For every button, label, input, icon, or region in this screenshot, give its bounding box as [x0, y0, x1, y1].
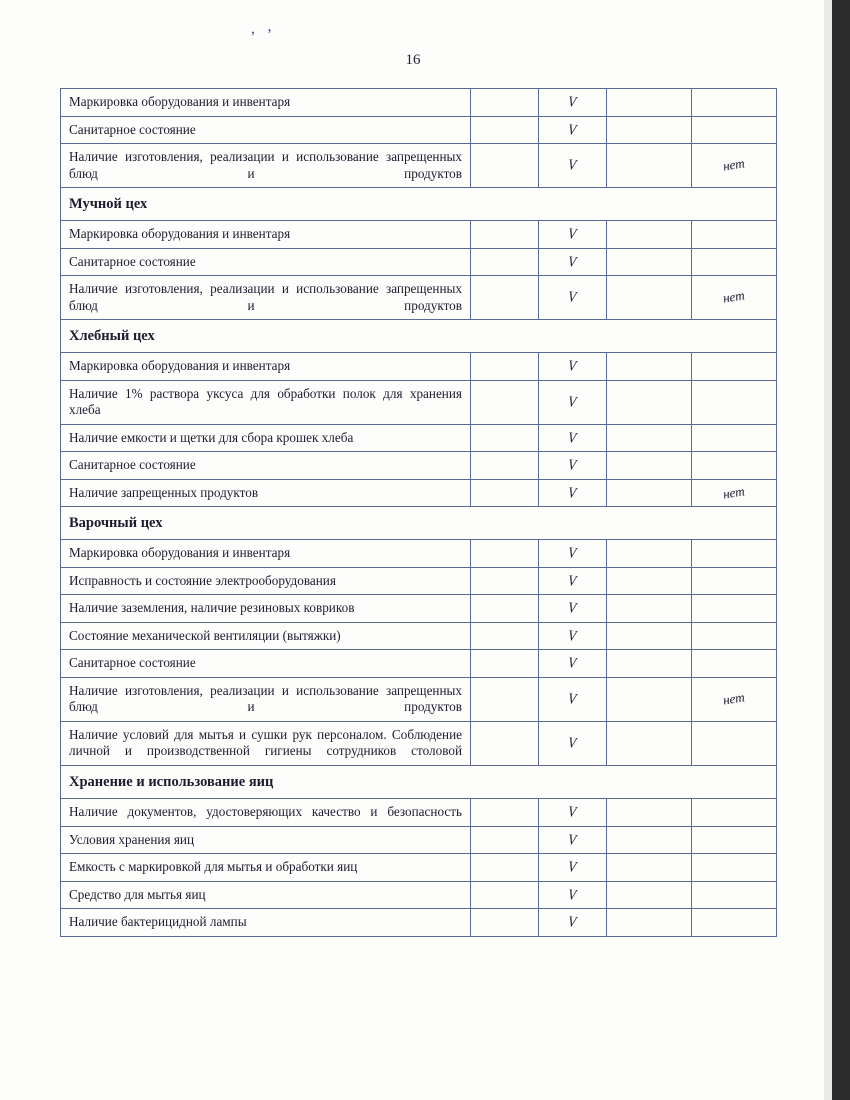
result-cell-check[interactable] — [539, 540, 607, 568]
note-cell[interactable] — [692, 799, 777, 827]
result-cell-empty[interactable] — [471, 595, 539, 623]
table-row — [61, 650, 777, 678]
result-cell-empty[interactable] — [471, 479, 539, 507]
table-row — [61, 622, 777, 650]
result-cell-check[interactable] — [539, 144, 607, 188]
result-cell-check[interactable] — [539, 89, 607, 117]
table-row — [61, 595, 777, 623]
section-header-row — [61, 188, 777, 221]
result-cell-empty[interactable] — [607, 89, 692, 117]
result-cell-empty[interactable] — [471, 677, 539, 721]
checklist-item-label: Наличие 1% раствора уксуса для обработки полок для хранения хлеба — [61, 380, 471, 424]
result-cell-empty[interactable] — [471, 276, 539, 320]
note-cell[interactable] — [692, 276, 777, 320]
result-cell-empty[interactable] — [607, 567, 692, 595]
result-cell-check[interactable] — [539, 116, 607, 144]
note-cell[interactable] — [692, 677, 777, 721]
note-cell[interactable] — [692, 479, 777, 507]
table-row — [61, 221, 777, 249]
result-cell-check[interactable] — [539, 380, 607, 424]
checklist-item-label: Наличие бактерицидной лампы — [61, 909, 471, 937]
checklist-item-label: Средство для мытья яиц — [61, 881, 471, 909]
result-cell-empty[interactable] — [607, 479, 692, 507]
table-row — [61, 721, 777, 765]
section-title: Мучной цех — [61, 188, 777, 221]
checklist-item-label: Наличие изготовления, реализации и использование запрещенных блюд и продуктов — [61, 144, 471, 188]
result-cell-empty[interactable] — [607, 424, 692, 452]
result-cell-check[interactable] — [539, 479, 607, 507]
check-mark-glyph: V — [567, 92, 578, 111]
section-header-row — [61, 765, 777, 798]
check-mark-glyph: V — [567, 287, 578, 306]
checklist-item-label: Условия хранения яиц — [61, 826, 471, 854]
result-cell-empty[interactable] — [607, 826, 692, 854]
table-row — [61, 826, 777, 854]
result-cell-empty[interactable] — [607, 276, 692, 320]
checklist-item-label: Исправность и состояние электрооборудования — [61, 567, 471, 595]
checklist-item-label: Наличие условий для мытья и сушки рук персоналом. Соблюдение личной и производственной гигиены сотрудников столовой — [61, 721, 471, 765]
result-cell-empty[interactable] — [471, 144, 539, 188]
checklist-item-label: Емкость с маркировкой для мытья и обработки яиц — [61, 854, 471, 882]
check-mark-glyph: V — [567, 543, 578, 562]
note-cell[interactable] — [692, 650, 777, 678]
check-mark-glyph: V — [567, 689, 578, 708]
note-cell[interactable] — [692, 452, 777, 480]
scan-edge-light — [824, 0, 832, 1100]
check-mark-glyph: V — [567, 356, 578, 375]
note-cell[interactable] — [692, 721, 777, 765]
result-cell-empty[interactable] — [607, 622, 692, 650]
check-mark-glyph: V — [567, 392, 578, 411]
result-cell-empty[interactable] — [471, 826, 539, 854]
check-mark-glyph: V — [567, 733, 578, 752]
check-mark-glyph: V — [567, 224, 578, 243]
check-mark-glyph: V — [567, 252, 578, 271]
section-title: Хлебный цех — [61, 320, 777, 353]
result-cell-check[interactable] — [539, 424, 607, 452]
note-cell[interactable] — [692, 622, 777, 650]
result-cell-empty[interactable] — [607, 248, 692, 276]
check-mark-glyph: V — [567, 912, 578, 931]
table-row — [61, 380, 777, 424]
result-cell-empty[interactable] — [607, 353, 692, 381]
table-row — [61, 677, 777, 721]
result-cell-check[interactable] — [539, 721, 607, 765]
result-cell-empty[interactable] — [471, 881, 539, 909]
checklist-item-label: Наличие емкости и щетки для сбора крошек хлеба — [61, 424, 471, 452]
result-cell-empty[interactable] — [471, 622, 539, 650]
table-row — [61, 479, 777, 507]
note-cell[interactable] — [692, 540, 777, 568]
result-cell-empty[interactable] — [607, 116, 692, 144]
check-mark-glyph: V — [567, 829, 578, 848]
check-mark-glyph: V — [567, 119, 578, 138]
result-cell-empty[interactable] — [607, 595, 692, 623]
result-cell-empty[interactable] — [607, 540, 692, 568]
note-cell[interactable] — [692, 144, 777, 188]
checklist-item-label: Наличие заземления, наличие резиновых ковриков — [61, 595, 471, 623]
result-cell-check[interactable] — [539, 650, 607, 678]
checklist-item-label: Наличие изготовления, реализации и использование запрещенных блюд и продуктов — [61, 677, 471, 721]
result-cell-check[interactable] — [539, 353, 607, 381]
note-cell[interactable] — [692, 909, 777, 937]
result-cell-empty[interactable] — [471, 89, 539, 117]
result-cell-empty[interactable] — [607, 721, 692, 765]
table-row — [61, 452, 777, 480]
checklist-item-label: Маркировка оборудования и инвентаря — [61, 221, 471, 249]
result-cell-empty[interactable] — [471, 854, 539, 882]
table-row — [61, 424, 777, 452]
checklist-item-label: Наличие изготовления, реализации и использование запрещенных блюд и продуктов — [61, 276, 471, 320]
note-cell[interactable] — [692, 89, 777, 117]
table-row — [61, 353, 777, 381]
result-cell-check[interactable] — [539, 881, 607, 909]
note-cell[interactable] — [692, 424, 777, 452]
table-row — [61, 854, 777, 882]
result-cell-check[interactable] — [539, 452, 607, 480]
result-cell-empty[interactable] — [471, 116, 539, 144]
result-cell-check[interactable] — [539, 622, 607, 650]
result-cell-empty[interactable] — [471, 567, 539, 595]
table-row — [61, 116, 777, 144]
checklist-item-label: Наличие запрещенных продуктов — [61, 479, 471, 507]
result-cell-empty[interactable] — [471, 540, 539, 568]
checklist-item-label: Состояние механической вентиляции (вытяжки) — [61, 622, 471, 650]
result-cell-check[interactable] — [539, 677, 607, 721]
result-cell-check[interactable] — [539, 799, 607, 827]
checklist-item-label: Санитарное состояние — [61, 452, 471, 480]
page-number: 16 — [405, 52, 421, 68]
result-cell-empty[interactable] — [471, 424, 539, 452]
result-cell-empty[interactable] — [471, 353, 539, 381]
section-title: Варочный цех — [61, 507, 777, 540]
result-cell-empty[interactable] — [607, 854, 692, 882]
checklist-item-label: Санитарное состояние — [61, 650, 471, 678]
check-mark-glyph: V — [567, 626, 578, 645]
table-row — [61, 248, 777, 276]
table-row — [61, 89, 777, 117]
check-mark-glyph: V — [567, 653, 578, 672]
inspection-checklist-table — [60, 88, 777, 937]
check-mark-glyph: V — [567, 598, 578, 617]
result-cell-check[interactable] — [539, 221, 607, 249]
result-cell-empty[interactable] — [607, 677, 692, 721]
handwritten-note: нет — [721, 287, 746, 306]
scan-edge-dark — [832, 0, 850, 1100]
result-cell-check[interactable] — [539, 248, 607, 276]
check-mark-glyph: V — [567, 155, 578, 174]
checklist-item-label: Санитарное состояние — [61, 248, 471, 276]
result-cell-empty[interactable] — [607, 881, 692, 909]
result-cell-empty[interactable] — [471, 650, 539, 678]
check-mark-glyph: V — [567, 571, 578, 590]
table-row — [61, 144, 777, 188]
result-cell-empty[interactable] — [471, 799, 539, 827]
check-mark-glyph: V — [567, 857, 578, 876]
checklist-item-label: Маркировка оборудования и инвентаря — [61, 353, 471, 381]
result-cell-check[interactable] — [539, 854, 607, 882]
note-cell[interactable] — [692, 826, 777, 854]
note-cell[interactable] — [692, 881, 777, 909]
check-mark-glyph: V — [567, 884, 578, 903]
result-cell-empty[interactable] — [607, 909, 692, 937]
result-cell-empty[interactable] — [471, 909, 539, 937]
table-row — [61, 276, 777, 320]
result-cell-empty[interactable] — [607, 221, 692, 249]
note-cell[interactable] — [692, 353, 777, 381]
result-cell-empty[interactable] — [471, 248, 539, 276]
note-cell[interactable] — [692, 221, 777, 249]
checklist-item-label: Санитарное состояние — [61, 116, 471, 144]
result-cell-check[interactable] — [539, 276, 607, 320]
note-cell[interactable] — [692, 248, 777, 276]
table-row — [61, 799, 777, 827]
result-cell-empty[interactable] — [607, 650, 692, 678]
result-cell-empty[interactable] — [607, 799, 692, 827]
table-row — [61, 881, 777, 909]
checklist-body — [61, 89, 777, 937]
result-cell-check[interactable] — [539, 909, 607, 937]
checklist-item-label: Маркировка оборудования и инвентаря — [61, 540, 471, 568]
table-row — [61, 540, 777, 568]
result-cell-empty[interactable] — [471, 452, 539, 480]
result-cell-check[interactable] — [539, 567, 607, 595]
check-mark-glyph: V — [567, 455, 578, 474]
note-cell[interactable] — [692, 854, 777, 882]
result-cell-check[interactable] — [539, 595, 607, 623]
check-mark-glyph: V — [567, 483, 578, 502]
result-cell-empty[interactable] — [471, 380, 539, 424]
handwritten-note: нет — [721, 155, 746, 174]
handwritten-note: нет — [721, 483, 746, 502]
checklist-item-label: Наличие документов, удостоверяющих качество и безопасность — [61, 799, 471, 827]
result-cell-empty[interactable] — [471, 721, 539, 765]
result-cell-empty[interactable] — [471, 221, 539, 249]
check-mark-glyph: V — [567, 802, 578, 821]
note-cell[interactable] — [692, 595, 777, 623]
note-cell[interactable] — [692, 116, 777, 144]
note-cell[interactable] — [692, 380, 777, 424]
check-mark-glyph: V — [567, 428, 578, 447]
table-row — [61, 567, 777, 595]
checklist-item-label: Маркировка оборудования и инвентаря — [61, 89, 471, 117]
result-cell-empty[interactable] — [607, 452, 692, 480]
section-header-row — [61, 320, 777, 353]
handwritten-note: нет — [721, 689, 746, 708]
result-cell-empty[interactable] — [607, 380, 692, 424]
note-cell[interactable] — [692, 567, 777, 595]
section-title: Хранение и использование яиц — [61, 765, 777, 798]
section-header-row — [61, 507, 777, 540]
result-cell-check[interactable] — [539, 826, 607, 854]
table-row — [61, 909, 777, 937]
handwritten-top-mark: ‚ ‚ — [248, 18, 277, 38]
result-cell-empty[interactable] — [607, 144, 692, 188]
